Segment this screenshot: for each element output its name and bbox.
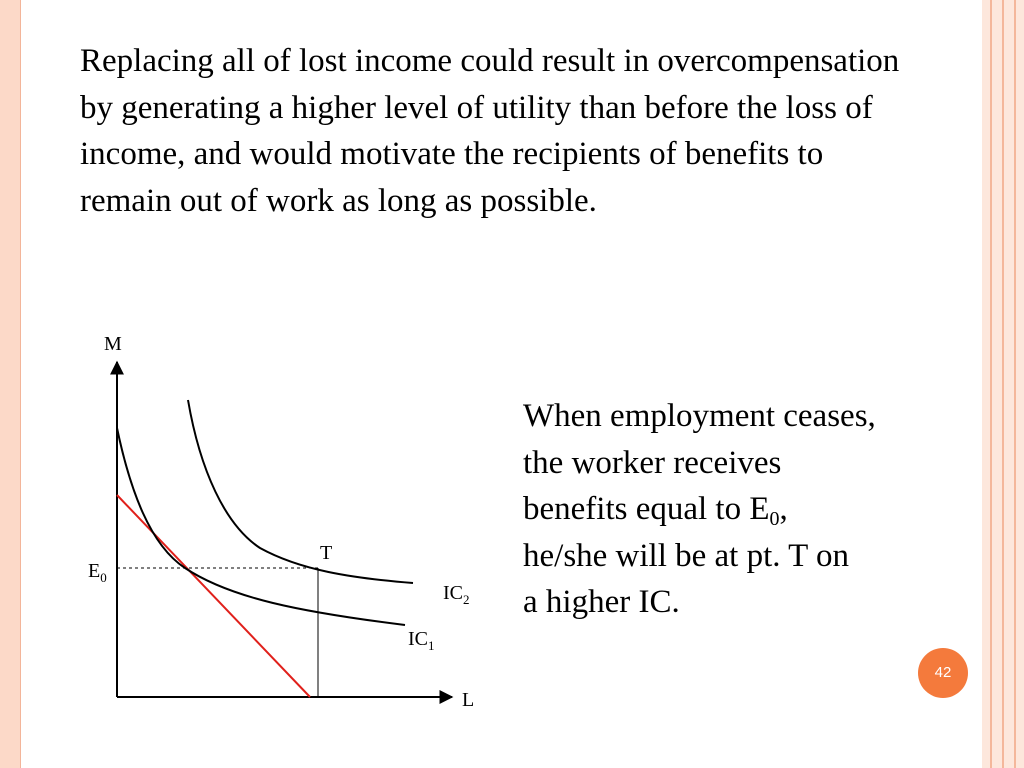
side-line-4: he/she will be at pt. T on	[523, 537, 849, 574]
ic2-curve	[188, 400, 413, 583]
point-t-label: T	[320, 542, 333, 564]
side-line-5: a higher IC.	[523, 584, 680, 620]
y-axis-label: M	[104, 333, 122, 355]
ic1-label: $IC_1$	[408, 628, 435, 653]
e0-label: $E_0$	[88, 560, 107, 585]
page-number-badge: 42	[918, 648, 968, 698]
side-line-1: When employment ceases,	[523, 398, 876, 434]
main-paragraph: Replacing all of lost income could result in overcompensation by generating a higher level of utility than before the loss of income, and would motivate the recipients of benefits to remain out of work as long as possible.	[80, 43, 900, 219]
budget-line	[117, 495, 310, 697]
side-line-2: the worker receives	[523, 444, 782, 481]
ic2-label: $IC_2$	[443, 582, 470, 607]
x-axis-label: L	[462, 689, 475, 711]
ic1-curve	[117, 428, 405, 625]
side-line-3: benefits equal to $E_0$,	[523, 491, 788, 530]
side-explanation	[523, 393, 973, 626]
